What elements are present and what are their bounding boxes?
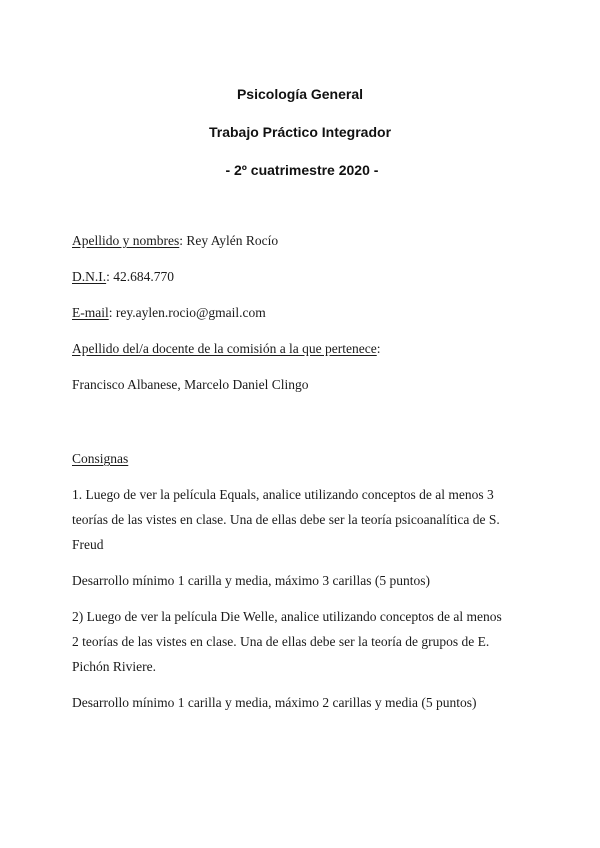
item1-line-1: 1. Luego de ver la película Equals, analice utilizando conceptos de al menos 3 [72,487,494,502]
teacher-value: Francisco Albanese, Marcelo Daniel Clingo [72,377,309,392]
teacher-label: Apellido del/a docente de la comisión a la que pertenece [72,341,377,356]
teacher-line [72,341,381,357]
item2-line-1: 2) Luego de ver la película Die Welle, analice utilizando conceptos de al menos [72,609,502,624]
instructions-heading: Consignas [72,451,129,466]
student-name-line [72,233,278,249]
student-name-sep: : [179,233,184,248]
assignment-title: Trabajo Práctico Integrador [208,124,392,140]
term-title: - 2º cuatrimestre 2020 - [221,162,379,178]
item1-requirement: Desarrollo mínimo 1 carilla y media, máximo 3 carillas (5 puntos) [72,573,431,588]
dni-line [72,269,174,285]
student-name-value: Rey Aylén Rocío [183,233,279,248]
dni-label: D.N.I. [72,269,107,284]
email-sep: : [108,305,113,320]
dni-sep: : [106,269,110,284]
email-label: E-mail [72,305,109,320]
item1-line-2: teorías de las vistes en clase. Una de ellas debe ser la teoría psicoanalítica de S. [72,512,500,527]
student-name-label: Apellido y nombres [72,233,180,248]
subject-title: Psicología General [236,86,364,102]
dni-value: 42.684.770 [109,269,175,284]
item2-line-3: Pichón Riviere. [72,659,156,674]
item2-line-2: 2 teorías de las vistes en clase. Una de ellas debe ser la teoría de grupos de E. [72,634,490,649]
teacher-sep: : [376,341,381,356]
item1-line-3: Freud [72,537,104,552]
email-value: rey.aylen.rocio@gmail.com [112,305,266,320]
email-line [72,305,266,321]
item2-requirement: Desarrollo mínimo 1 carilla y media, máximo 2 carillas y media (5 puntos) [72,695,477,710]
